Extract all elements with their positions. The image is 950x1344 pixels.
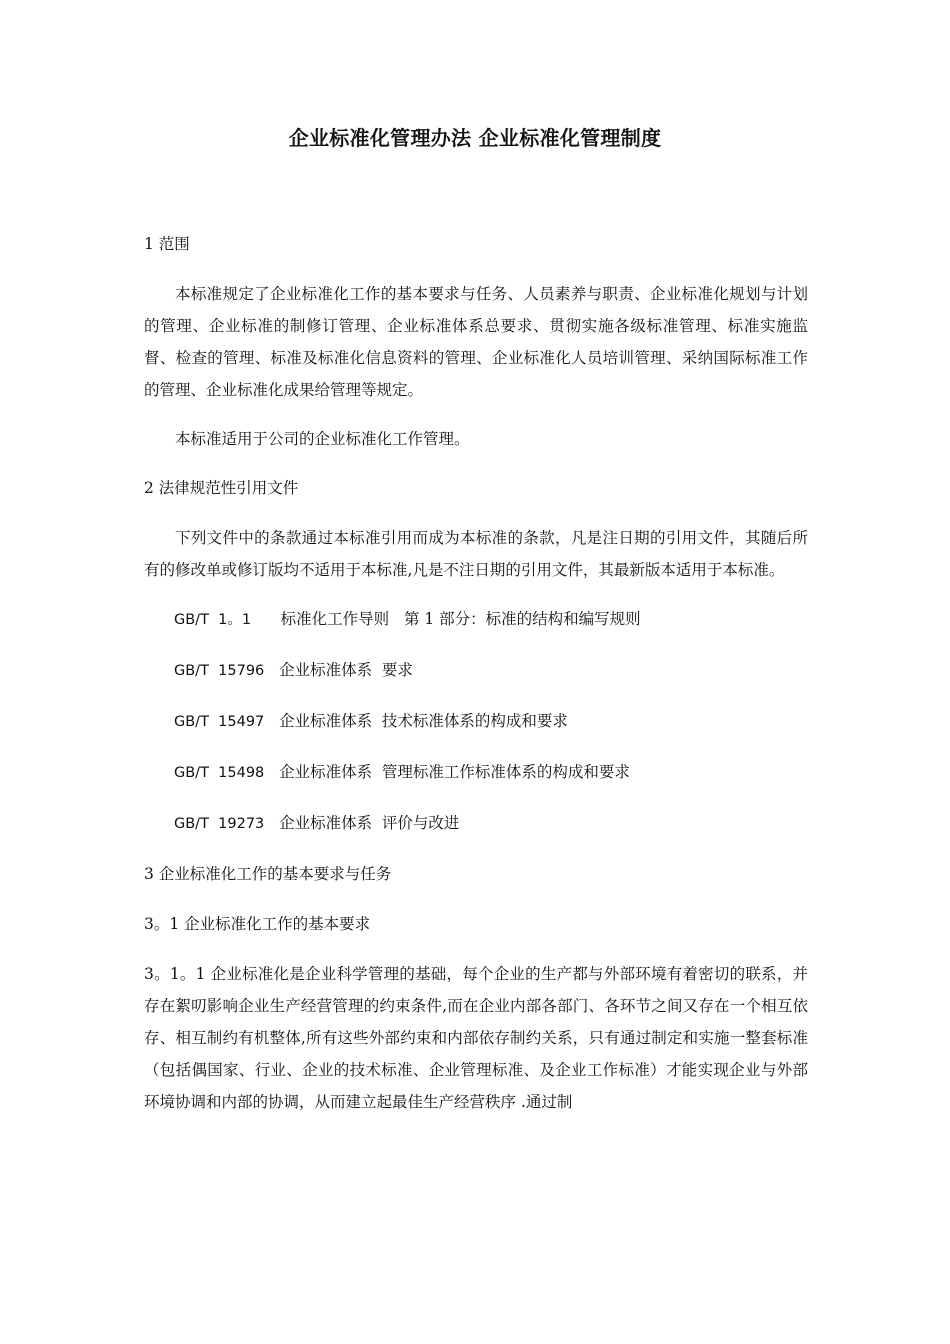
reference-text: 标准化工作导则 第 1 部分：标准的结构和编写规则	[280, 610, 641, 628]
reference-item	[174, 756, 808, 789]
section-3-1-1-paragraph: 3。1。1 企业标准化是企业科学管理的基础，每个企业的生产都与外部环境有着密切的联系，并存在絮叨影响企业生产经营管理的约束条件,而在企业内部各部门、各环节之间又存在一个相互依存、相互制约有机整体,所有这些外部约束和内部依存制约关系，只有通过制定和实施一整套标准（包括偶国家、行业、企业的技术标准、企业管理标准、及企业工作标准）才能实现企业与外部环境协调和内部的协调，从而建立起最佳生产经营秩序 .通过制	[144, 965, 808, 1111]
document-body	[144, 228, 808, 1135]
reference-code: GB/T 15498	[174, 765, 265, 781]
section-3-heading: 3 企业标准化工作的基本要求与任务	[144, 865, 392, 883]
reference-code: GB/T 15796	[174, 663, 265, 679]
section-1-heading: 1 范围	[144, 235, 190, 253]
reference-text: 企业标准体系 管理标准工作标准体系的构成和要求	[279, 763, 630, 781]
reference-item	[174, 654, 808, 687]
section-2-paragraph-1: 下列文件中的条款通过本标准引用而成为本标准的条款，凡是注日期的引用文件，其随后所有的修改单或修订版均不适用于本标准,凡是不注日期的引用文件，其最新版本适用于本标准。	[144, 529, 808, 579]
section-2-heading: 2 法律规范性引用文件	[144, 479, 299, 497]
section-1-paragraph-1: 本标准规定了企业标准化工作的基本要求与任务、人员素养与职责、企业标准化规划与计划的管理、企业标准的制修订管理、企业标准体系总要求、贯彻实施各级标准管理、标准实施监督、检查的管理、标准及标准化信息资料的管理、企业标准化人员培训管理、采纳国际标准工作的管理、企业标准化成果给管理等规定。	[144, 285, 808, 399]
reference-code: GB/T 19273	[174, 816, 265, 832]
section-1-paragraph-2: 本标准适用于公司的企业标准化工作管理。	[175, 430, 470, 448]
section-3-1-heading: 3。1 企业标准化工作的基本要求	[144, 915, 371, 933]
reference-item	[174, 705, 808, 738]
reference-code: GB/T 15497	[174, 714, 265, 730]
document-title: 企业标准化管理办法 企业标准化管理制度	[288, 126, 662, 150]
reference-text: 企业标准体系 技术标准体系的构成和要求	[279, 712, 568, 730]
reference-item	[174, 807, 808, 840]
reference-code: GB/T 1。1	[174, 612, 252, 628]
reference-text: 企业标准体系 要求	[279, 661, 413, 679]
reference-item	[174, 603, 808, 636]
reference-text: 企业标准体系 评价与改进	[279, 814, 460, 832]
